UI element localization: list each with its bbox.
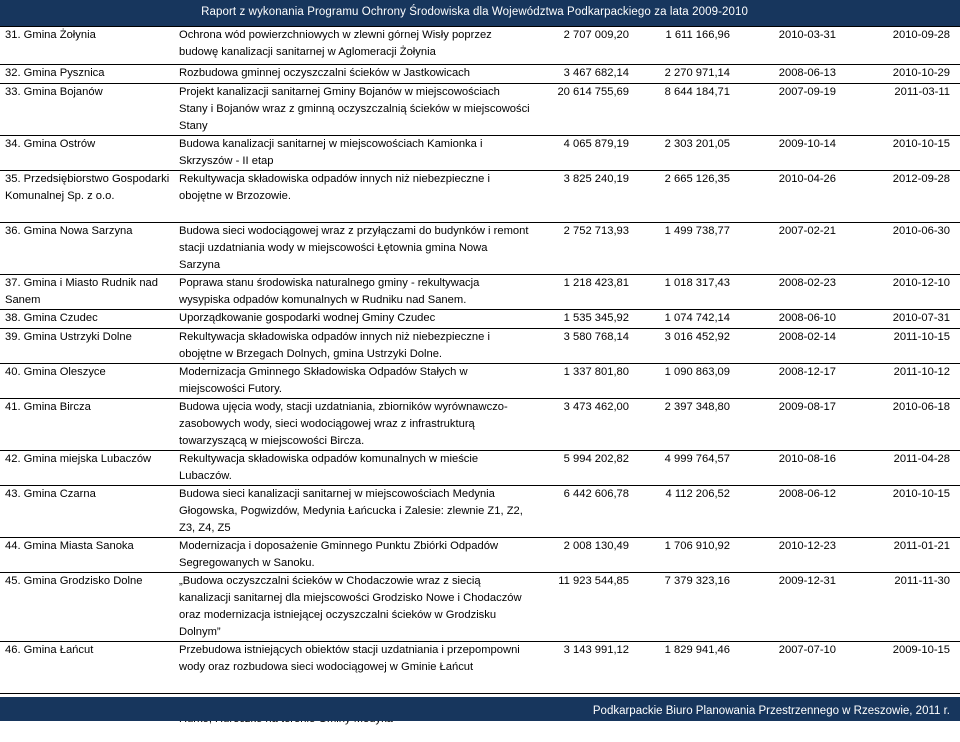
table-row [0, 171, 960, 223]
total-cost: 1 218 423,81 [534, 275, 635, 310]
row-number: 44. [5, 540, 21, 552]
table-row [0, 451, 960, 486]
projects-table [0, 26, 960, 742]
end-date: 2010-10-15 [846, 136, 960, 171]
project-description: Rozbudowa gminnej oczyszczalni ścieków w Jastkowicach [174, 65, 534, 84]
project-description: Przebudowa istniejących obiektów stacji uzdatniania i przepompowni wody oraz rozbudowa sieci wodociągowej w Gminie Łańcut [174, 642, 534, 694]
org-name: Gmina Ostrów [23, 138, 96, 150]
table-row [0, 573, 960, 642]
funding-amount: 2 303 201,05 [635, 136, 736, 171]
start-date: 2007-09-19 [736, 84, 846, 136]
table-row [0, 223, 960, 275]
end-date: 2011-11-30 [846, 573, 960, 642]
table-row [0, 399, 960, 451]
start-date: 2007-07-10 [736, 642, 846, 694]
funding-amount: 2 665 126,35 [635, 171, 736, 223]
table-row [0, 65, 960, 84]
row-number: 41. [5, 401, 21, 413]
org-name: Gmina Oleszyce [23, 366, 106, 378]
org-name: Przedsiębiorstwo Gospodarki Komunalnej Sp. z o.o. [5, 173, 170, 202]
project-description: Rekultywacja składowiska odpadów innych niż niebezpieczne i obojętne w Brzegach Dolnych, gmina Ustrzyki Dolne. [174, 329, 534, 364]
end-date: 2011-10-15 [846, 329, 960, 364]
start-date: 2008-06-13 [736, 65, 846, 84]
total-cost: 3 467 682,14 [534, 65, 635, 84]
end-date: 2011-01-21 [846, 538, 960, 573]
table-row [0, 642, 960, 694]
funding-amount: 1 499 738,77 [635, 223, 736, 275]
org-name: Gmina Bojanów [23, 86, 103, 98]
row-org-cell [0, 451, 174, 486]
row-org-cell [0, 275, 174, 310]
total-cost: 2 008 130,49 [534, 538, 635, 573]
end-date: 2009-10-15 [846, 642, 960, 694]
total-cost: 3 473 462,00 [534, 399, 635, 451]
row-number: 34. [5, 138, 21, 150]
row-number: 40. [5, 366, 21, 378]
footer-bar [0, 697, 960, 721]
funding-amount: 3 016 452,92 [635, 329, 736, 364]
total-cost: 3 143 991,12 [534, 642, 635, 694]
org-name: Gmina Łańcut [23, 644, 94, 656]
end-date: 2010-07-31 [846, 310, 960, 329]
start-date: 2009-08-17 [736, 399, 846, 451]
total-cost: 2 752 713,93 [534, 223, 635, 275]
row-org-cell [0, 486, 174, 538]
start-date: 2007-02-21 [736, 223, 846, 275]
row-number: 33. [5, 86, 21, 98]
report-title: Raport z wykonania Programu Ochrony Środowiska dla Województwa Podkarpackiego za lata 2009-2010 [201, 6, 748, 18]
project-description: Modernizacja Gminnego Składowiska Odpadów Stałych w miejscowości Futory. [174, 364, 534, 399]
total-cost: 1 535 345,92 [534, 310, 635, 329]
end-date: 2010-09-28 [846, 27, 960, 65]
start-date: 2008-06-10 [736, 310, 846, 329]
funding-amount: 4 999 764,57 [635, 451, 736, 486]
project-description: Projekt kanalizacji sanitarnej Gminy Bojanów w miejscowościach Stany i Bojanów wraz z gminną oczyszczalnią ścieków w miejscowości Stany [174, 84, 534, 136]
row-number: 31. [5, 29, 21, 41]
row-number: 32. [5, 67, 21, 79]
row-number: 39. [5, 331, 21, 343]
row-org-cell [0, 642, 174, 694]
funding-amount: 1 706 910,92 [635, 538, 736, 573]
end-date: 2012-09-28 [846, 171, 960, 223]
row-org-cell [0, 171, 174, 223]
org-name: Gmina Czudec [23, 312, 98, 324]
org-name: Gmina Czarna [23, 488, 96, 500]
start-date: 2008-02-23 [736, 275, 846, 310]
row-number: 46. [5, 644, 21, 656]
row-org-cell [0, 65, 174, 84]
org-name: Gmina Miasta Sanoka [23, 540, 134, 552]
table-row [0, 310, 960, 329]
end-date: 2010-06-30 [846, 223, 960, 275]
org-name: Gmina Żołynia [23, 29, 96, 41]
total-cost: 11 923 544,85 [534, 573, 635, 642]
row-number: 43. [5, 488, 21, 500]
project-description: Uporządkowanie gospodarki wodnej Gminy Czudec [174, 310, 534, 329]
org-name: Gmina Ustrzyki Dolne [23, 331, 132, 343]
start-date: 2009-10-14 [736, 136, 846, 171]
funding-amount: 2 397 348,80 [635, 399, 736, 451]
row-number: 37. [5, 277, 21, 289]
table-row [0, 27, 960, 65]
start-date: 2008-12-17 [736, 364, 846, 399]
total-cost: 3 580 768,14 [534, 329, 635, 364]
table-row [0, 84, 960, 136]
row-org-cell [0, 310, 174, 329]
row-org-cell [0, 573, 174, 642]
org-name: Gmina Grodzisko Dolne [23, 575, 143, 587]
end-date: 2010-10-15 [846, 486, 960, 538]
total-cost: 3 825 240,19 [534, 171, 635, 223]
start-date: 2010-12-23 [736, 538, 846, 573]
project-description: Ochrona wód powierzchniowych w zlewni górnej Wisły poprzez budowę kanalizacji sanitarnej w Aglomeracji Żołynia [174, 27, 534, 65]
project-description: Rekultywacja składowiska odpadów komunalnych w mieście Lubaczów. [174, 451, 534, 486]
end-date: 2011-04-28 [846, 451, 960, 486]
end-date: 2010-06-18 [846, 399, 960, 451]
row-org-cell [0, 84, 174, 136]
total-cost: 6 442 606,78 [534, 486, 635, 538]
total-cost: 20 614 755,69 [534, 84, 635, 136]
project-description: Poprawa stanu środowiska naturalnego gminy - rekultywacja wysypiska odpadów komunalnych w Rudniku nad Sanem. [174, 275, 534, 310]
funding-amount: 7 379 323,16 [635, 573, 736, 642]
row-number: 36. [5, 225, 21, 237]
end-date: 2011-10-12 [846, 364, 960, 399]
table-row [0, 364, 960, 399]
start-date: 2008-06-12 [736, 486, 846, 538]
footer-text: Podkarpackie Biuro Planowania Przestrzennego w Rzeszowie, 2011 r. [592, 705, 950, 717]
projects-table-body [0, 27, 960, 742]
funding-amount: 8 644 184,71 [635, 84, 736, 136]
row-org-cell [0, 136, 174, 171]
table-row [0, 486, 960, 538]
funding-amount: 4 112 206,52 [635, 486, 736, 538]
row-number: 35. [5, 173, 21, 185]
project-description: „Budowa oczyszczalni ścieków w Chodaczowie wraz z siecią kanalizacji sanitarnej dla miejscowości Grodzisko Nowe i Chodaczów oraz modernizacja istniejącej oczyszczalni ścieków w Grodzisku Dolnym” [174, 573, 534, 642]
row-org-cell [0, 329, 174, 364]
funding-amount: 1 074 742,14 [635, 310, 736, 329]
row-number: 38. [5, 312, 21, 324]
total-cost: 5 994 202,82 [534, 451, 635, 486]
project-description: Budowa sieci wodociągowej wraz z przyłączami do budynków i remont stacji uzdatniania wody w miejscowości Łętownia gmina Nowa Sarzyna [174, 223, 534, 275]
funding-amount: 1 611 166,96 [635, 27, 736, 65]
org-name: Gmina Bircza [23, 401, 91, 413]
end-date: 2010-12-10 [846, 275, 960, 310]
row-org-cell [0, 538, 174, 573]
row-org-cell [0, 399, 174, 451]
row-number: 45. [5, 575, 21, 587]
table-row [0, 329, 960, 364]
start-date: 2010-03-31 [736, 27, 846, 65]
row-number: 42. [5, 453, 21, 465]
table-row [0, 136, 960, 171]
project-description: Budowa kanalizacji sanitarnej w miejscowościach Kamionka i Skrzyszów - II etap [174, 136, 534, 171]
start-date: 2008-02-14 [736, 329, 846, 364]
end-date: 2010-10-29 [846, 65, 960, 84]
project-description: Budowa sieci kanalizacji sanitarnej w miejscowościach Medynia Głogowska, Pogwizdów, Medynia Łańcucka i Zalesie: zlewnie Z1, Z2, Z3, Z4, Z5 [174, 486, 534, 538]
row-org-cell [0, 364, 174, 399]
total-cost: 2 707 009,20 [534, 27, 635, 65]
funding-amount: 1 090 863,09 [635, 364, 736, 399]
end-date: 2011-03-11 [846, 84, 960, 136]
total-cost: 4 065 879,19 [534, 136, 635, 171]
start-date: 2009-12-31 [736, 573, 846, 642]
project-description: Modernizacja i doposażenie Gminnego Punktu Zbiórki Odpadów Segregowanych w Sanoku. [174, 538, 534, 573]
funding-amount: 1 829 941,46 [635, 642, 736, 694]
row-org-cell [0, 223, 174, 275]
funding-amount: 2 270 971,14 [635, 65, 736, 84]
start-date: 2010-08-16 [736, 451, 846, 486]
project-description: Rekultywacja składowiska odpadów innych niż niebezpieczne i obojętne w Brzozowie. [174, 171, 534, 223]
org-name: Gmina Nowa Sarzyna [23, 225, 133, 237]
org-name: Gmina miejska Lubaczów [23, 453, 152, 465]
org-name: Gmina Pysznica [23, 67, 105, 79]
header-bar [0, 0, 960, 26]
org-name: Gmina i Miasto Rudnik nad Sanem [5, 277, 158, 306]
total-cost: 1 337 801,80 [534, 364, 635, 399]
project-description: Budowa ujęcia wody, stacji uzdatniania, zbiorników wyrównawczo-zasobowych wody, sieci wodociągowej wraz z infrastrukturą towarzyszącą w miejscowości Bircza. [174, 399, 534, 451]
table-row [0, 538, 960, 573]
table-row [0, 275, 960, 310]
row-org-cell [0, 27, 174, 65]
funding-amount: 1 018 317,43 [635, 275, 736, 310]
start-date: 2010-04-26 [736, 171, 846, 223]
